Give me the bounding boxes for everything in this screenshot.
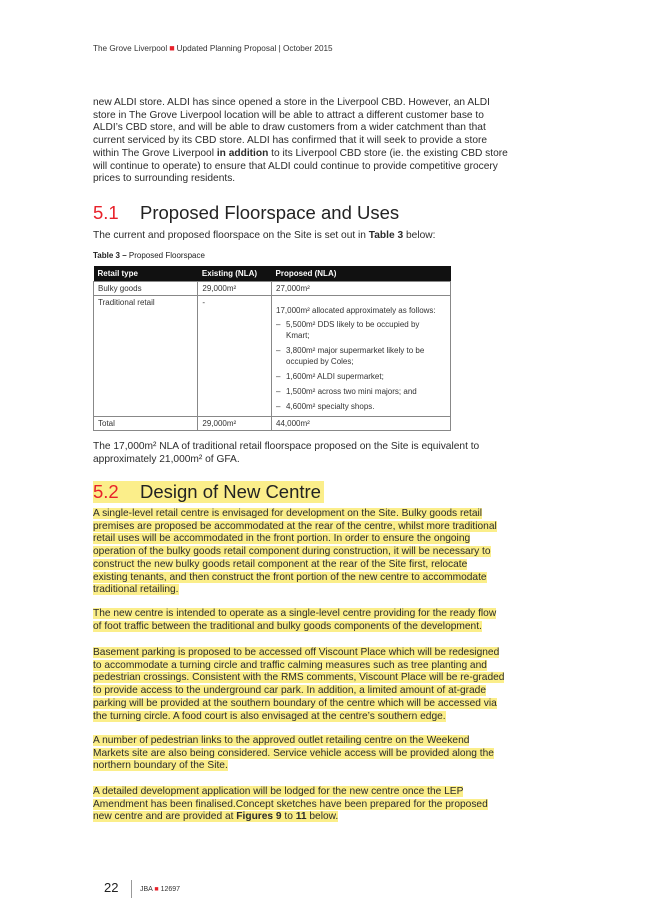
running-header <box>93 43 333 53</box>
page-number: 22 <box>104 880 119 895</box>
paragraph-line: construct the new bulky goods retail component at the rear of the Site first, relocate <box>93 558 468 570</box>
paragraph-line: pedestrian crossings. Consistent with the RMS comments, Viscount Place will be re-graded <box>93 672 505 684</box>
design-paragraph-4 <box>93 735 533 773</box>
table-cell: 29,000m² <box>198 417 272 431</box>
intro-paragraph <box>93 97 533 186</box>
table-header-row <box>94 266 451 282</box>
header-suffix: Updated Planning Proposal | October 2015 <box>176 44 333 53</box>
section-number: 5.2 <box>93 481 119 502</box>
section-heading-5-2 <box>93 481 324 503</box>
intro-line: will continue to operate) to ensure that ALDI could continue to provide competitive grocery <box>93 160 498 172</box>
paragraph-line: The new centre is intended to operate as a single-level centre providing for the ready flow <box>93 608 497 619</box>
table-cell: 27,000m² <box>272 282 451 296</box>
floorspace-table <box>93 266 451 431</box>
intro-line: prices to surrounding residents. <box>93 173 236 185</box>
table-header-cell: Proposed (NLA) <box>272 266 451 282</box>
paragraph-line: new centre and are provided at Figures 9 to 11 below. <box>93 811 339 823</box>
paragraph-line: the turning circle. A food court is also envisaged at the centre’s southern edge. <box>93 710 446 722</box>
footer-divider <box>131 880 132 898</box>
header-separator: ■ <box>169 43 175 53</box>
intro-line: current serviced by its CBD store. ALDI has confirmed that it will seek to provide a store <box>93 135 488 147</box>
paragraph-line: northern boundary of the Site. <box>93 760 228 772</box>
paragraph-line: operation of the bulky goods retail component during construction, it will be necessary to <box>93 546 491 558</box>
section-title: Design of New Centre <box>140 481 321 502</box>
paragraph-line: A single-level retail centre is envisaged for development on the Site. Bulky goods retail <box>93 508 483 519</box>
figure-reference: Figures 9 <box>236 811 282 823</box>
table-header-cell: Existing (NLA) <box>198 266 272 282</box>
header-prefix: The Grove Liverpool <box>93 44 168 53</box>
paragraph-line: to provide access to the underground car park. In addition, a limited amount of at-grade <box>93 685 487 697</box>
section-number: 5.1 <box>93 202 119 223</box>
list-item: – 1,500m² across two mini majors; and <box>276 386 446 397</box>
paragraph-line: of foot traffic between the traditional and bulky goods components of the development. <box>93 620 482 632</box>
list-item: – 5,500m² DDS likely to be occupied by Kmart; <box>276 319 436 341</box>
design-paragraph-2 <box>93 608 533 633</box>
intro-line: new ALDI store. ALDI has since opened a store in the Liverpool CBD. However, an ALDI <box>93 97 490 108</box>
paragraph-line: to accommodate a turning circle and traffic calming measures such as tree planting and <box>93 659 487 671</box>
design-paragraph-5 <box>93 786 533 824</box>
paragraph-line: retail uses will be accommodated in the front portion. In order to ensure the ongoing <box>93 533 471 545</box>
table-cell: - <box>198 296 272 417</box>
paragraph-line: Markets site are also being considered. Service vehicle access will be provided along the <box>93 747 494 759</box>
list-item: – 1,600m² ALDI supermarket; <box>276 371 446 382</box>
section-heading-5-1 <box>93 202 399 224</box>
table-cell: Traditional retail <box>94 296 198 417</box>
table-row <box>94 282 451 296</box>
intro-line: ALDI’s CBD store, and will be able to draw customers from a wider catchment than that <box>93 122 486 134</box>
allocation-intro: 17,000m² allocated approximately as follows: <box>276 306 436 315</box>
paragraph-line: existing tenants, and then construct the front portion of the new centre to accommodate <box>93 571 487 583</box>
paragraph-line: premises are proposed be accommodated at the rear of the centre, whilst more traditional <box>93 520 497 532</box>
intro-line: store in The Grove Liverpool location will be able to attract a different customer base to <box>93 109 484 121</box>
list-item: – 4,600m² specialty shops. <box>276 401 446 412</box>
section-title: Proposed Floorspace and Uses <box>140 202 400 223</box>
paragraph-line: Amendment has been finalised.Concept sketches have been prepared for the proposed <box>93 798 488 810</box>
paragraph-line: parking will be provided at the southern boundary of the centre which will be accessed via <box>93 697 497 709</box>
list-item: – 3,800m² major supermarket likely to be occupied by Coles; <box>276 345 446 367</box>
table-cell: 29,000m² <box>198 282 272 296</box>
intro-line: within The Grove Liverpool in addition to its Liverpool CBD store (ie. the existing CBD store <box>93 147 508 159</box>
paragraph-line: traditional retailing. <box>93 584 179 596</box>
paragraph-line: The 17,000m² NLA of traditional retail floorspace proposed on the Site is equivalent to <box>93 441 480 452</box>
section1-intro-text: The current and proposed floorspace on the Site is set out in Table 3 below: <box>93 230 436 241</box>
design-paragraph-1 <box>93 508 533 597</box>
after-table-paragraph <box>93 441 533 466</box>
figure-reference: 11 <box>295 811 307 823</box>
table-row <box>94 296 451 417</box>
table-caption: Table 3 – Proposed Floorspace <box>93 251 205 260</box>
design-paragraph-3 <box>93 647 533 723</box>
paragraph-line: A detailed development application will be lodged for the new centre once the LEP <box>93 786 464 797</box>
footer-reference: JBA ■ 12697 <box>140 886 181 893</box>
table-cell: 44,000m² <box>272 417 451 431</box>
table-cell: Bulky goods <box>94 282 198 296</box>
table-header-cell: Retail type <box>94 266 198 282</box>
allocation-list <box>276 319 446 412</box>
paragraph-line: Basement parking is proposed to be accessed off Viscount Place which will be redesigned <box>93 647 500 658</box>
table-cell <box>272 296 451 417</box>
paragraph-line: A number of pedestrian links to the approved outlet retailing centre on the Weekend <box>93 735 470 746</box>
table-cell: Total <box>94 417 198 431</box>
paragraph-line: approximately 21,000m² of GFA. <box>93 453 240 465</box>
table-row <box>94 417 451 431</box>
